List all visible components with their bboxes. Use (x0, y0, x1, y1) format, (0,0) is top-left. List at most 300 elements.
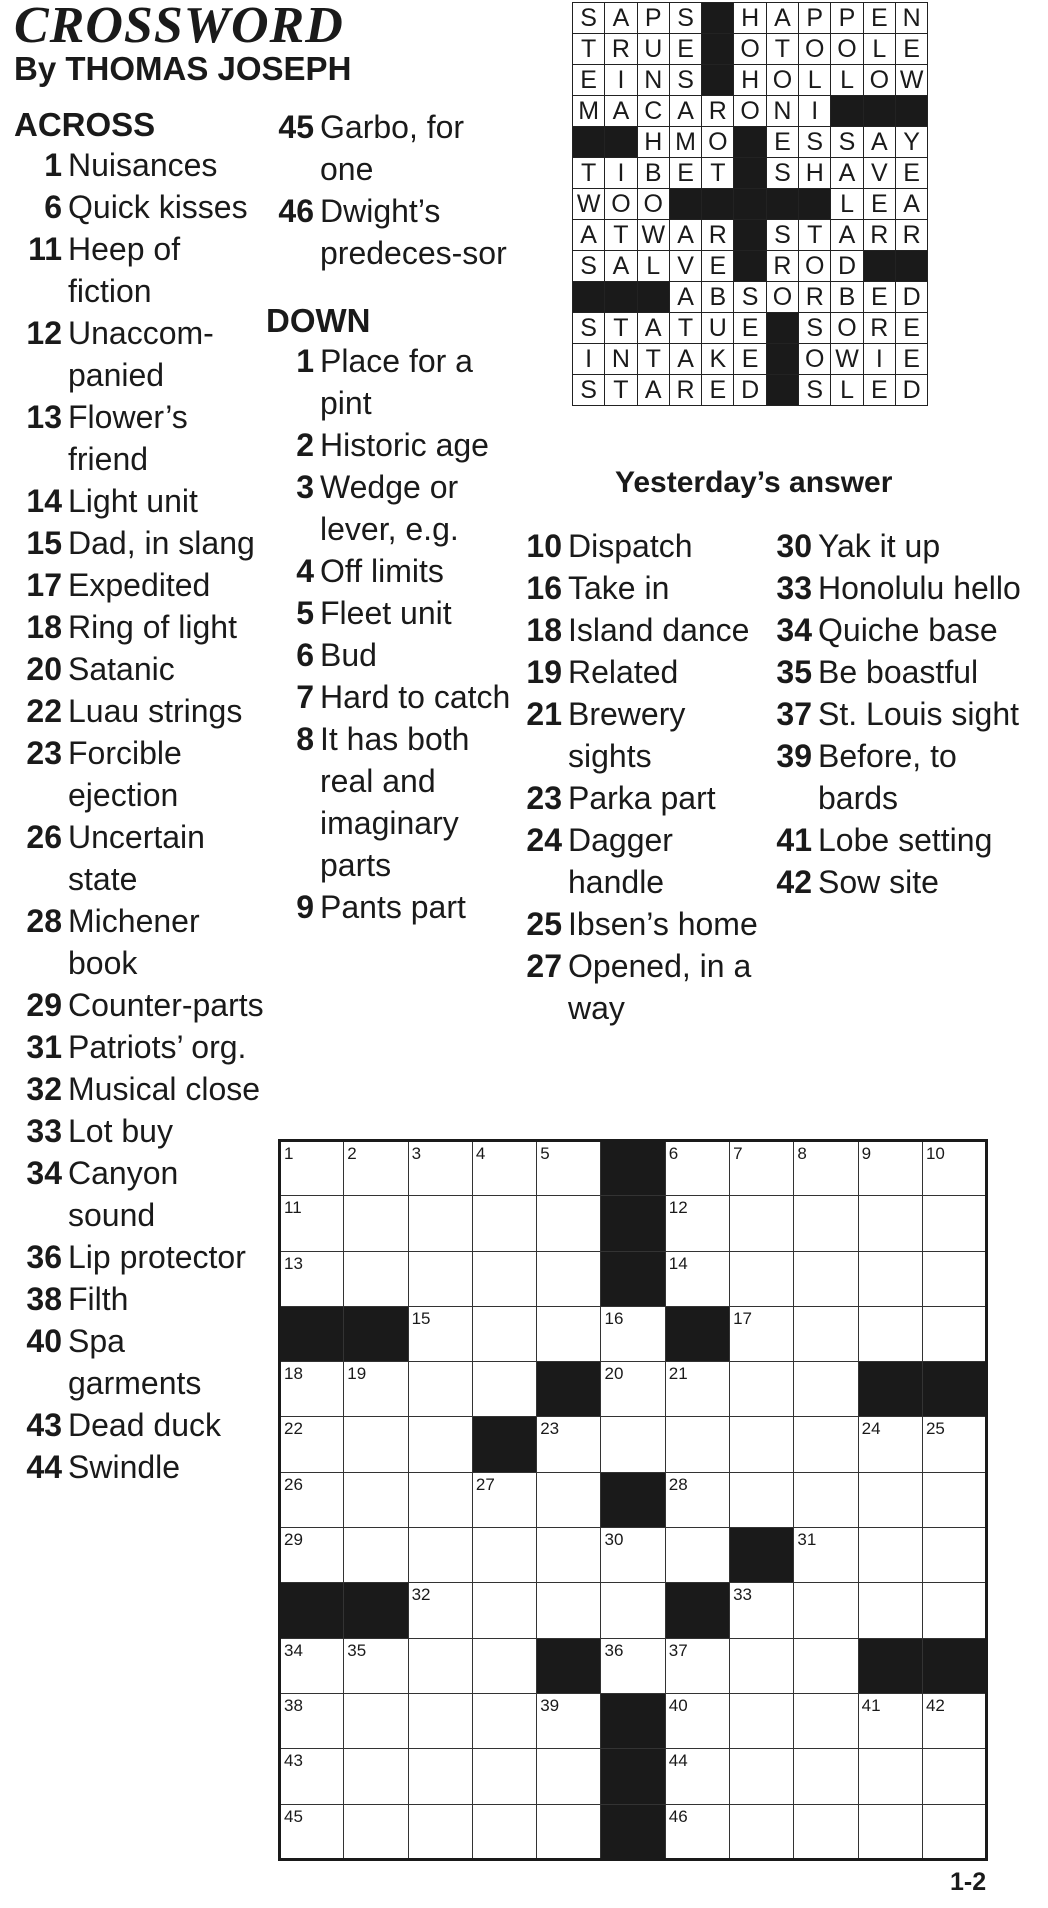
grid-cell[interactable] (922, 1251, 986, 1306)
clue-number: 15 (26, 525, 62, 561)
black-square (280, 1583, 344, 1638)
grid-cell[interactable] (280, 1749, 344, 1804)
solution-letter: S (799, 313, 831, 344)
across-clue (14, 228, 264, 312)
grid-cell[interactable] (794, 1749, 858, 1804)
grid-cell[interactable] (730, 1638, 794, 1693)
clue-number: 27 (526, 948, 562, 984)
cell-number: 21 (668, 1364, 688, 1384)
solution-letter: A (669, 282, 701, 313)
grid-cell[interactable] (858, 1472, 922, 1527)
cell-number: 9 (861, 1144, 872, 1163)
grid-cell[interactable] (922, 1306, 986, 1361)
down-clue (266, 424, 512, 466)
solution-letter: R (863, 313, 895, 344)
clue-text: Off limits (320, 553, 444, 589)
black-square (601, 1472, 665, 1527)
clue-column-2 (266, 106, 512, 928)
solution-letter: A (669, 220, 701, 251)
clue-text: Spa garments (68, 1323, 202, 1401)
solution-label: Yesterday’s answer (615, 466, 893, 499)
clue-number: 26 (26, 819, 62, 855)
clue-number: 14 (26, 483, 62, 519)
solution-black-square (734, 189, 766, 220)
grid-cell[interactable] (665, 1693, 729, 1748)
grid-cell[interactable] (858, 1306, 922, 1361)
grid-cell[interactable] (472, 1528, 536, 1583)
black-square (730, 1528, 794, 1583)
clue-number: 40 (26, 1323, 62, 1359)
grid-cell[interactable] (922, 1196, 986, 1251)
grid-cell[interactable] (665, 1528, 729, 1583)
solution-letter: T (766, 34, 798, 65)
solution-black-square (669, 189, 701, 220)
solution-letter: A (831, 220, 863, 251)
grid-cell[interactable] (794, 1141, 858, 1196)
grid-cell[interactable] (537, 1693, 601, 1748)
grid-cell[interactable] (922, 1472, 986, 1527)
clue-text: Lot buy (68, 1113, 173, 1149)
clue-text: Garbo, for one (320, 109, 465, 187)
grid-cell[interactable] (472, 1362, 536, 1417)
grid-cell[interactable] (472, 1306, 536, 1361)
grid-cell[interactable] (730, 1141, 794, 1196)
solution-black-square (573, 282, 605, 313)
across-clue (14, 1278, 264, 1320)
down-clue (514, 903, 764, 945)
grid-cell[interactable] (280, 1528, 344, 1583)
grid-cell[interactable] (408, 1472, 472, 1527)
solution-letter: I (605, 158, 637, 189)
cell-number: 28 (668, 1474, 688, 1494)
solution-black-square (734, 158, 766, 189)
grid-cell[interactable] (280, 1417, 344, 1472)
clue-text: Luau strings (68, 693, 243, 729)
grid-cell[interactable] (280, 1638, 344, 1693)
clue-number: 34 (776, 612, 812, 648)
grid-cell[interactable] (665, 1251, 729, 1306)
cell-number: 25 (925, 1419, 945, 1439)
across-heading: ACROSS (14, 106, 156, 143)
solution-letter: E (895, 313, 927, 344)
grid-cell[interactable] (472, 1251, 536, 1306)
grid-cell[interactable] (922, 1804, 986, 1859)
black-square (344, 1583, 408, 1638)
solution-letter: R (895, 220, 927, 251)
black-square (922, 1638, 986, 1693)
grid-cell[interactable] (922, 1583, 986, 1638)
solution-letter: N (605, 344, 637, 375)
grid-cell[interactable] (408, 1638, 472, 1693)
grid-cell[interactable] (280, 1693, 344, 1748)
grid-cell[interactable] (665, 1804, 729, 1859)
grid-cell[interactable] (665, 1196, 729, 1251)
cell-number: 22 (284, 1419, 303, 1439)
grid-cell[interactable] (794, 1196, 858, 1251)
solution-letter: S (799, 127, 831, 158)
grid-cell[interactable] (794, 1251, 858, 1306)
across-clue (14, 1152, 264, 1236)
solution-letter: R (702, 220, 734, 251)
solution-letter: I (799, 96, 831, 127)
clue-number: 20 (26, 651, 62, 687)
grid-cell[interactable] (472, 1141, 536, 1196)
grid-cell[interactable] (730, 1306, 794, 1361)
grid-cell[interactable] (537, 1306, 601, 1361)
grid-cell[interactable] (922, 1693, 986, 1748)
grid-cell[interactable] (280, 1804, 344, 1859)
cell-number: 33 (733, 1585, 752, 1605)
grid-cell[interactable] (601, 1528, 665, 1583)
solution-letter: H (799, 158, 831, 189)
black-square (280, 1306, 344, 1361)
clue-number: 18 (26, 609, 62, 645)
across-clue (14, 564, 264, 606)
grid-cell[interactable] (601, 1583, 665, 1638)
grid-cell[interactable] (472, 1472, 536, 1527)
grid-cell[interactable] (537, 1417, 601, 1472)
grid-cell[interactable] (922, 1528, 986, 1583)
solution-letter: S (766, 220, 798, 251)
solution-letter: A (669, 344, 701, 375)
cell-number: 19 (347, 1364, 367, 1384)
cell-number: 18 (284, 1364, 303, 1384)
solution-letter: T (669, 313, 701, 344)
down-clue (514, 525, 764, 567)
down-clue (266, 634, 512, 676)
grid-cell[interactable] (794, 1306, 858, 1361)
grid-cell[interactable] (344, 1141, 408, 1196)
crossword-grid[interactable] (278, 1139, 988, 1861)
clue-text: Canyon sound (68, 1155, 179, 1233)
down-clue (766, 651, 1036, 693)
grid-cell[interactable] (472, 1693, 536, 1748)
across-clue (14, 144, 264, 186)
grid-cell[interactable] (858, 1804, 922, 1859)
solution-black-square (702, 189, 734, 220)
puzzle-date: 1-2 (950, 1868, 987, 1896)
clue-text: Sow site (818, 864, 939, 900)
grid-cell[interactable] (537, 1583, 601, 1638)
clue-number: 17 (26, 567, 62, 603)
grid-cell[interactable] (665, 1749, 729, 1804)
solution-letter: T (637, 344, 669, 375)
across-clue (14, 648, 264, 690)
down-heading: DOWN (266, 302, 371, 339)
solution-letter: L (637, 251, 669, 282)
across-clue (14, 732, 264, 816)
clue-number: 41 (776, 822, 812, 858)
grid-cell[interactable] (922, 1417, 986, 1472)
solution-letter: V (669, 251, 701, 282)
grid-cell[interactable] (665, 1141, 729, 1196)
solution-letter: E (702, 375, 734, 406)
cell-number: 20 (604, 1364, 624, 1384)
down-clue (766, 525, 1036, 567)
solution-letter: I (573, 344, 605, 375)
down-clue (766, 735, 1036, 819)
grid-cell[interactable] (601, 1417, 665, 1472)
solution-letter: N (895, 3, 927, 34)
grid-cell[interactable] (280, 1196, 344, 1251)
grid-cell[interactable] (730, 1472, 794, 1527)
grid-cell[interactable] (665, 1417, 729, 1472)
solution-letter: O (831, 34, 863, 65)
clue-text: Satanic (68, 651, 175, 687)
clue-number: 23 (26, 735, 62, 771)
grid-cell[interactable] (344, 1749, 408, 1804)
solution-black-square (863, 251, 895, 282)
solution-letter: I (605, 65, 637, 96)
clue-text: Patriots’ org. (68, 1029, 247, 1065)
yesterdays-solution-grid (572, 2, 928, 406)
grid-cell[interactable] (794, 1804, 858, 1859)
solution-letter: A (637, 375, 669, 406)
solution-letter: O (605, 189, 637, 220)
solution-letter: T (573, 34, 605, 65)
down-clue (766, 609, 1036, 651)
grid-cell[interactable] (537, 1528, 601, 1583)
solution-letter: R (605, 34, 637, 65)
grid-cell[interactable] (344, 1362, 408, 1417)
across-clue (14, 1320, 264, 1404)
grid-cell[interactable] (537, 1196, 601, 1251)
across-clue (14, 816, 264, 900)
grid-cell[interactable] (408, 1749, 472, 1804)
solution-letter: O (799, 251, 831, 282)
grid-cell[interactable] (922, 1749, 986, 1804)
across-clue (14, 312, 264, 396)
clue-number: 19 (526, 654, 562, 690)
clue-number: 22 (26, 693, 62, 729)
clue-text: Dwight’s predeces-sor (320, 193, 507, 271)
solution-letter: A (863, 127, 895, 158)
clue-text: Related (568, 654, 679, 690)
grid-cell[interactable] (794, 1528, 858, 1583)
clue-text: Quick kisses (68, 189, 248, 225)
solution-letter: R (799, 282, 831, 313)
grid-cell[interactable] (730, 1749, 794, 1804)
grid-cell[interactable] (537, 1749, 601, 1804)
grid-cell[interactable] (665, 1638, 729, 1693)
clue-text: Historic age (320, 427, 489, 463)
grid-cell[interactable] (472, 1804, 536, 1859)
grid-cell[interactable] (858, 1528, 922, 1583)
solution-letter: T (605, 220, 637, 251)
solution-black-square (702, 34, 734, 65)
solution-letter: P (799, 3, 831, 34)
clue-text: Hard to catch (320, 679, 511, 715)
cell-number: 14 (668, 1253, 688, 1273)
grid-cell[interactable] (794, 1638, 858, 1693)
solution-letter: E (669, 158, 701, 189)
grid-cell[interactable] (408, 1417, 472, 1472)
grid-cell[interactable] (408, 1362, 472, 1417)
solution-letter: O (831, 313, 863, 344)
solution-letter: D (831, 251, 863, 282)
solution-black-square (734, 220, 766, 251)
clue-number: 23 (526, 780, 562, 816)
cell-number: 23 (540, 1419, 560, 1439)
clue-number: 11 (28, 231, 62, 267)
grid-cell[interactable] (344, 1804, 408, 1859)
across-clue (266, 190, 512, 274)
grid-cell[interactable] (344, 1528, 408, 1583)
grid-cell[interactable] (537, 1472, 601, 1527)
grid-cell[interactable] (601, 1306, 665, 1361)
grid-cell[interactable] (665, 1472, 729, 1527)
grid-cell[interactable] (794, 1472, 858, 1527)
black-square (601, 1141, 665, 1196)
across-clue (14, 1446, 264, 1488)
solution-letter: E (895, 34, 927, 65)
clue-text: Be boastful (818, 654, 979, 690)
grid-cell[interactable] (344, 1417, 408, 1472)
grid-cell[interactable] (858, 1417, 922, 1472)
grid-cell[interactable] (280, 1362, 344, 1417)
solution-letter: N (637, 65, 669, 96)
grid-cell[interactable] (730, 1804, 794, 1859)
grid-cell[interactable] (730, 1693, 794, 1748)
clue-text: Pants part (320, 889, 466, 925)
solution-letter: L (863, 34, 895, 65)
cell-number: 36 (604, 1640, 624, 1660)
grid-cell[interactable] (280, 1141, 344, 1196)
grid-cell[interactable] (730, 1583, 794, 1638)
grid-cell[interactable] (408, 1251, 472, 1306)
black-square (601, 1804, 665, 1859)
solution-letter: A (895, 189, 927, 220)
across-clue (14, 1236, 264, 1278)
solution-letter: T (702, 158, 734, 189)
grid-cell[interactable] (858, 1196, 922, 1251)
solution-black-square (895, 251, 927, 282)
grid-cell[interactable] (601, 1638, 665, 1693)
grid-cell[interactable] (858, 1693, 922, 1748)
solution-letter: H (637, 127, 669, 158)
grid-cell[interactable] (408, 1528, 472, 1583)
grid-cell[interactable] (408, 1306, 472, 1361)
clue-text: Light unit (68, 483, 198, 519)
cell-number: 3 (411, 1144, 422, 1163)
grid-cell[interactable] (537, 1804, 601, 1859)
grid-cell[interactable] (730, 1196, 794, 1251)
grid-cell[interactable] (408, 1693, 472, 1748)
grid-cell[interactable] (922, 1141, 986, 1196)
clue-number: 18 (526, 612, 562, 648)
clue-text: Take in (568, 570, 670, 606)
clue-text: Parka part (568, 780, 716, 816)
grid-cell[interactable] (858, 1583, 922, 1638)
cell-number: 38 (284, 1695, 303, 1715)
grid-cell[interactable] (408, 1583, 472, 1638)
across-clue (14, 690, 264, 732)
grid-cell[interactable] (280, 1472, 344, 1527)
solution-letter: H (734, 65, 766, 96)
cell-number: 42 (925, 1695, 945, 1715)
cell-number: 41 (861, 1695, 881, 1715)
cell-number: 31 (797, 1530, 817, 1550)
across-clue (14, 606, 264, 648)
clue-text: Filth (68, 1281, 129, 1317)
solution-letter: D (895, 282, 927, 313)
solution-letter: S (669, 65, 701, 96)
grid-cell[interactable] (730, 1417, 794, 1472)
grid-cell[interactable] (344, 1472, 408, 1527)
cell-number: 32 (411, 1585, 431, 1605)
clue-text: Fleet unit (320, 595, 452, 631)
grid-cell[interactable] (472, 1196, 536, 1251)
grid-cell[interactable] (794, 1417, 858, 1472)
clue-number: 12 (26, 315, 62, 351)
grid-cell[interactable] (858, 1141, 922, 1196)
cell-number: 16 (604, 1308, 624, 1328)
down-clue (766, 861, 1036, 903)
puzzle-title: CROSSWORD (14, 0, 344, 54)
grid-cell[interactable] (344, 1251, 408, 1306)
cell-number: 17 (733, 1308, 752, 1328)
clue-text: Place for a pint (320, 343, 473, 421)
grid-cell[interactable] (730, 1251, 794, 1306)
grid-cell[interactable] (601, 1362, 665, 1417)
across-clue (14, 522, 264, 564)
solution-letter: S (573, 375, 605, 406)
grid-cell[interactable] (472, 1583, 536, 1638)
grid-cell[interactable] (472, 1638, 536, 1693)
solution-letter: O (734, 34, 766, 65)
clue-text: Michener book (68, 903, 200, 981)
solution-letter: R (863, 220, 895, 251)
solution-black-square (734, 127, 766, 158)
grid-cell[interactable] (794, 1362, 858, 1417)
grid-cell[interactable] (730, 1362, 794, 1417)
grid-cell[interactable] (280, 1251, 344, 1306)
solution-letter: S (573, 3, 605, 34)
solution-black-square (734, 251, 766, 282)
grid-cell[interactable] (794, 1693, 858, 1748)
across-clue (14, 1404, 264, 1446)
grid-cell[interactable] (472, 1749, 536, 1804)
grid-cell[interactable] (537, 1141, 601, 1196)
grid-cell[interactable] (794, 1583, 858, 1638)
across-clue (14, 1026, 264, 1068)
cell-number: 26 (284, 1474, 303, 1494)
solution-letter: E (734, 313, 766, 344)
solution-black-square (766, 313, 798, 344)
grid-cell[interactable] (858, 1251, 922, 1306)
grid-cell[interactable] (408, 1141, 472, 1196)
clue-text: Swindle (68, 1449, 181, 1485)
down-clue (514, 609, 764, 651)
grid-cell[interactable] (537, 1251, 601, 1306)
black-square (601, 1749, 665, 1804)
grid-cell[interactable] (408, 1196, 472, 1251)
solution-letter: I (863, 344, 895, 375)
grid-cell[interactable] (344, 1196, 408, 1251)
grid-cell[interactable] (344, 1638, 408, 1693)
down-clue (266, 886, 512, 928)
black-square (665, 1306, 729, 1361)
grid-cell[interactable] (858, 1749, 922, 1804)
grid-cell[interactable] (408, 1804, 472, 1859)
solution-letter: H (734, 3, 766, 34)
grid-cell[interactable] (665, 1362, 729, 1417)
clue-number: 6 (296, 637, 314, 673)
grid-cell[interactable] (344, 1693, 408, 1748)
byline: By THOMAS JOSEPH (14, 50, 352, 87)
cell-number: 39 (540, 1695, 560, 1715)
solution-black-square (702, 65, 734, 96)
